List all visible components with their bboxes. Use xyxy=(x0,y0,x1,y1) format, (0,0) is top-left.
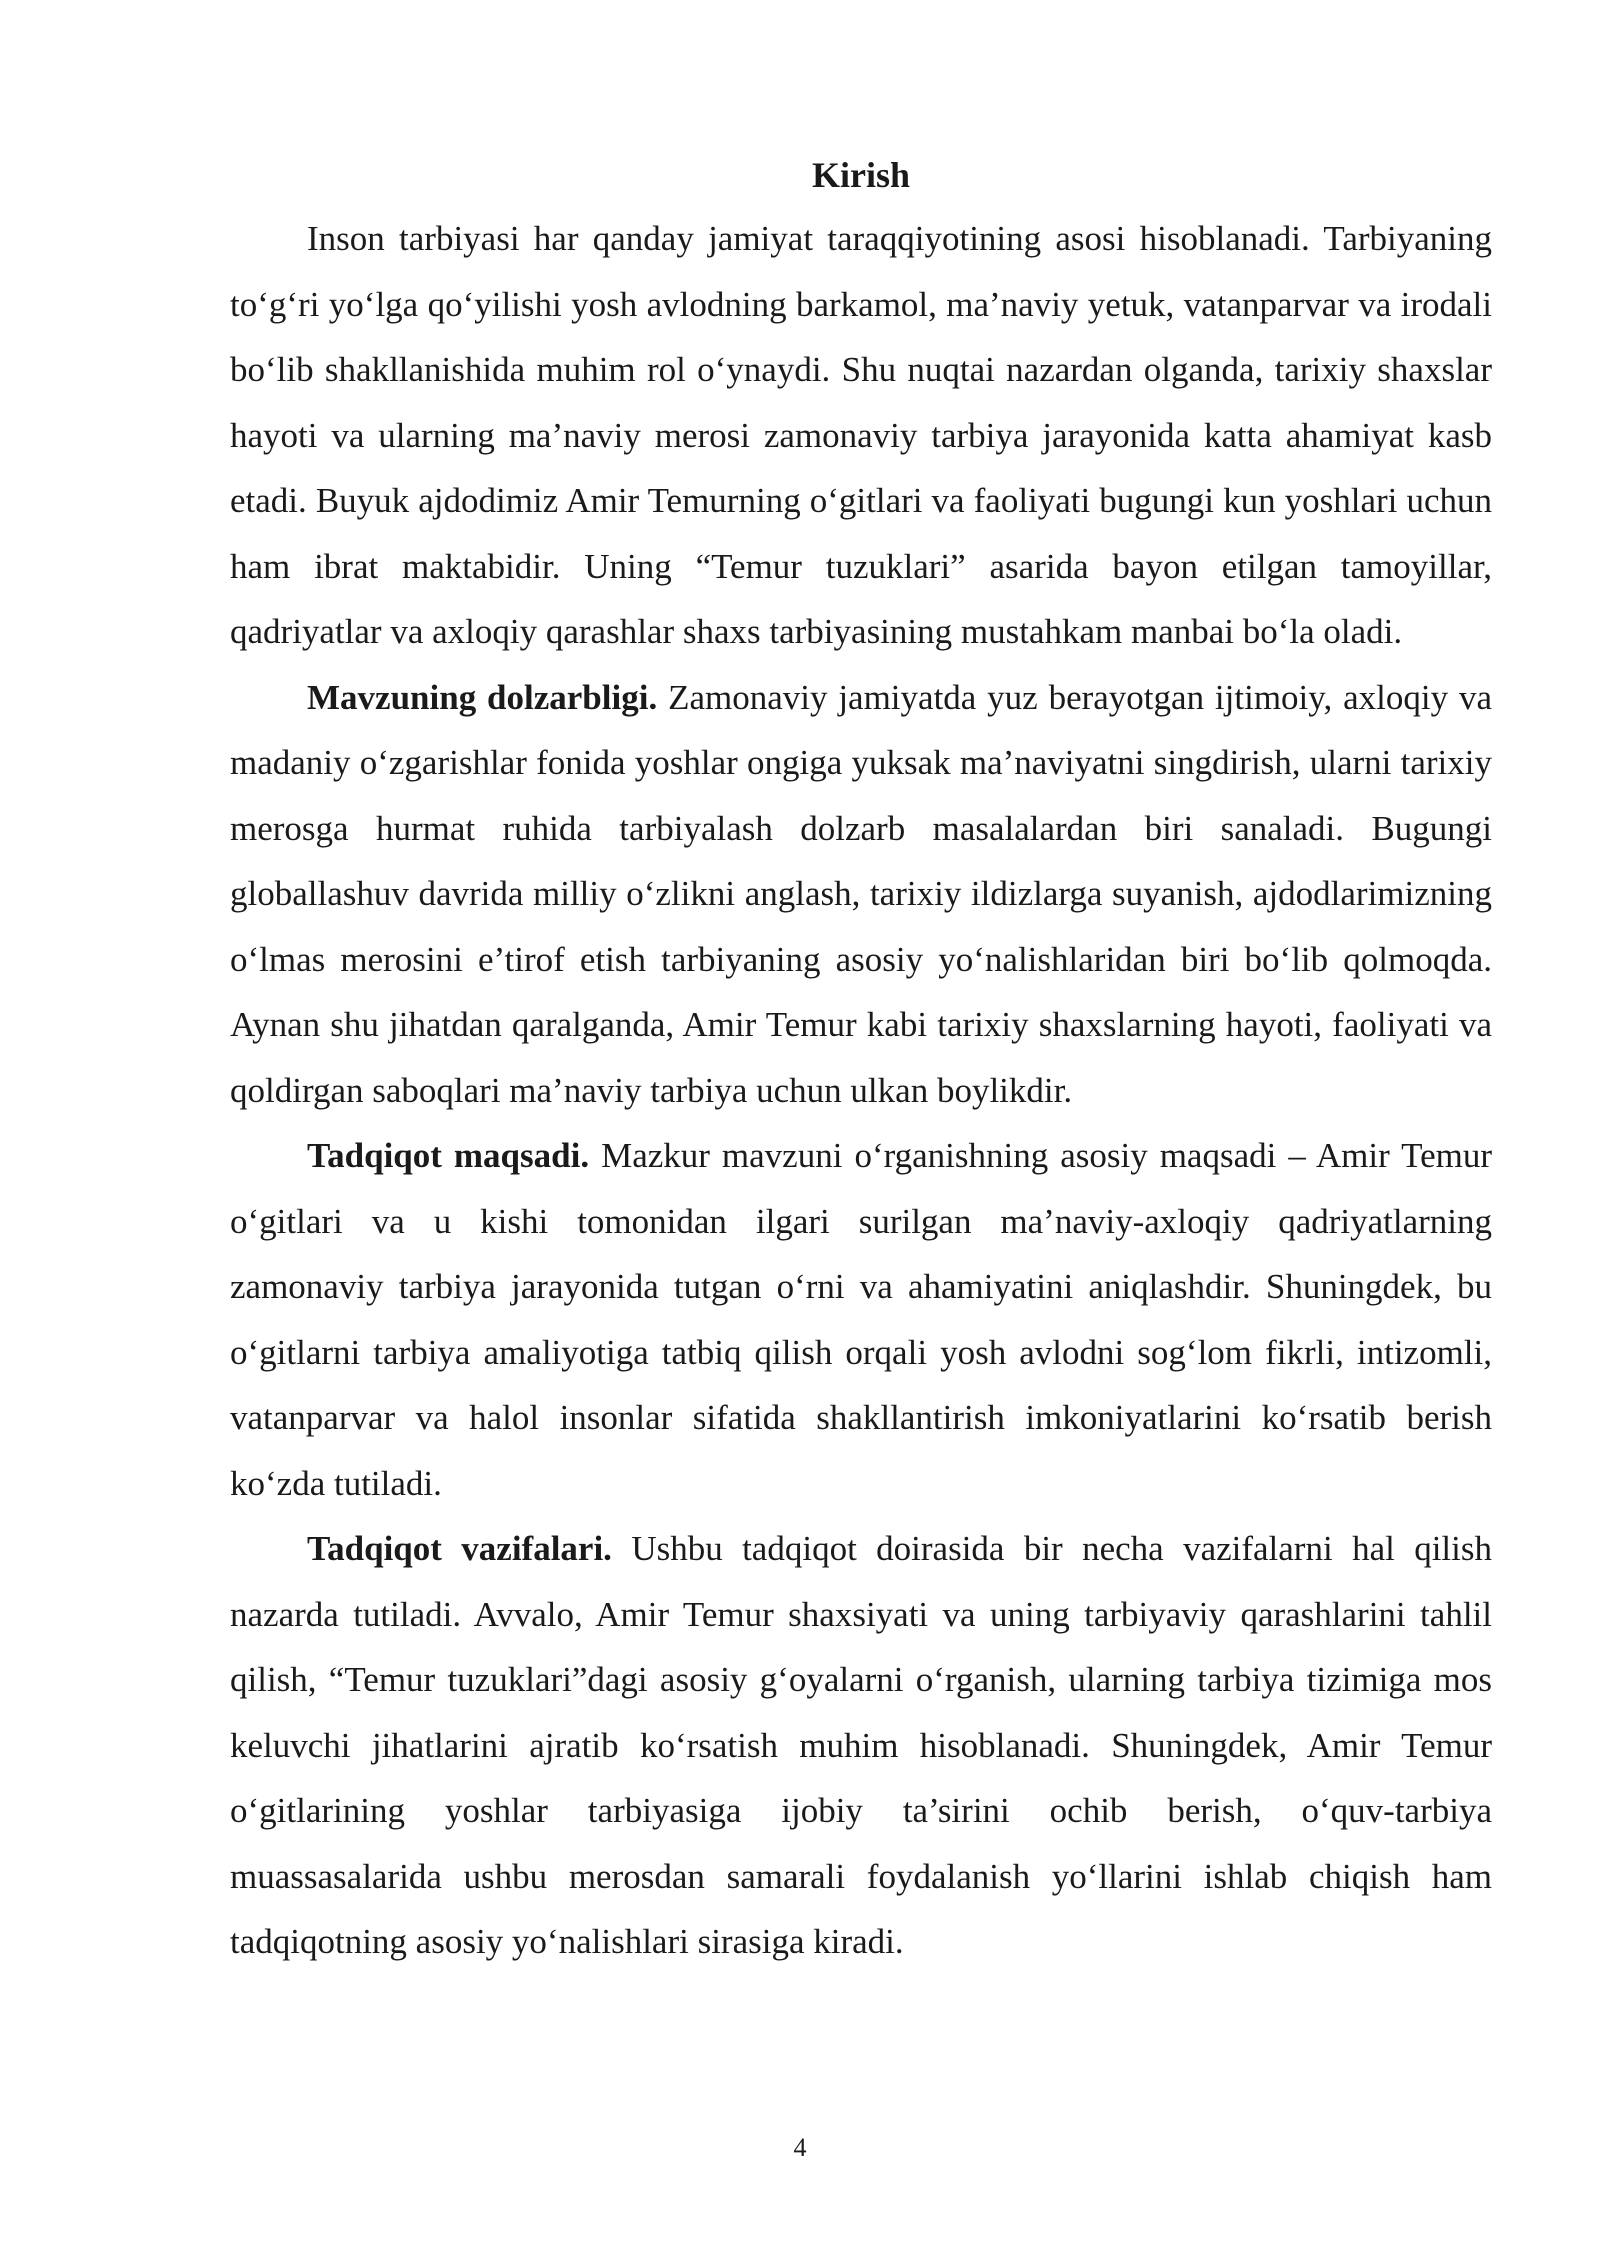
paragraph-lead: Mavzuning dolzarbligi. xyxy=(307,677,658,717)
paragraph-introduction xyxy=(230,206,1492,665)
page-number: 4 xyxy=(793,2133,807,2162)
paragraph-lead: Tadqiqot vazifalari. xyxy=(307,1529,612,1568)
paragraph-text: Mazkur mavzuni o‘rganishning asosiy maqsadi – Amir Temur o‘gitlari va u kishi tomonidan ilgari surilgan ma’naviy-axloqiy qadriyatlarning zamonaviy tarbiya jarayonida tutgan o‘rni va ahamiyatini aniqlashdir. Shuningdek, bu o‘gitlarni tarbiya amaliyotiga tatbiq qilish orqali yosh avlodni sog‘lom fikrli, intizomli, vatanparvar va halol insonlar sifatida shakllantirish imkoniyatlarini ko‘rsatib berish ko‘zda tutiladi. xyxy=(230,1136,1493,1503)
paragraph-text: Ushbu tadqiqot doirasida bir necha vazifalarni hal qilish nazarda tutiladi. Avvalo, Amir Temur shaxsiyati va uning tarbiyaviy qarashlarini tahlil qilish, “Temur tuzuklari”dagi asosiy g‘oyalarni o‘rganish, ularning tarbiya tizimiga mos keluvchi jihatlarini ajratib ko‘rsatish muhim hisoblanadi. Shuningdek, Amir Temur o‘gitlarining yoshlar tarbiyasiga ijobiy ta’sirini ochib berish, o‘quv-tarbiya muassasalarida ushbu merosdan samarali foydalanish yo‘llarini ishlab chiqish ham tadqiqotning asosiy yo‘nalishlari sirasiga kiradi. xyxy=(230,1529,1492,1961)
paragraph-research-goal xyxy=(230,1123,1492,1516)
paragraph-research-tasks xyxy=(230,1516,1492,1975)
paragraph-text: Zamonaviy jamiyatda yuz berayotgan ijtimoiy, axloqiy va madaniy o‘zgarishlar fonida yoshlar ongiga yuksak ma’naviyatni singdirish, ularni tarixiy merosga hurmat ruhida tarbiyalash dolzarb masalalardan biri sanaladi. Bugungi globallashuv davrida milliy o‘zlikni anglash, tarixiy ildizlarga suyanish, ajdodlarimizning o‘lmas merosini e’tirof etish tarbiyaning asosiy yo‘nalishlaridan biri bo‘lib qolmoqda. Aynan shu jihatdan qaralganda, Amir Temur kabi tarixiy shaxslarning hayoti, faoliyati va qoldirgan saboqlari ma’naviy tarbiya uchun ulkan boylikdir. xyxy=(230,677,1492,1110)
document-page xyxy=(230,150,1492,1975)
section-title: Kirish xyxy=(811,155,910,195)
paragraph-relevance xyxy=(230,665,1492,1124)
paragraph-lead: Tadqiqot maqsadi. xyxy=(307,1136,590,1175)
paragraph-text: Inson tarbiyasi har qanday jamiyat taraqqiyotining asosi hisoblanadi. Tarbiyaning to‘g‘ri yo‘lga qo‘yilishi yosh avlodning barkamol, ma’naviy yetuk, vatanparvar va irodali bo‘lib shakllanishida muhim rol o‘ynaydi. Shu nuqtai nazardan olganda, tarixiy shaxslar hayoti va ularning ma’naviy merosi zamonaviy tarbiya jarayonida katta ahamiyat kasb etadi. Buyuk ajdodimiz Amir Temurning o‘gitlari va faoliyati bugungi kun yoshlari uchun ham ibrat maktabidir. Uning “Temur tuzuklari” asarida bayon etilgan tamoyillar, qadriyatlar va axloqiy qarashlar shaxs tarbiyasining mustahkam manbai bo‘la oladi. xyxy=(230,219,1492,651)
